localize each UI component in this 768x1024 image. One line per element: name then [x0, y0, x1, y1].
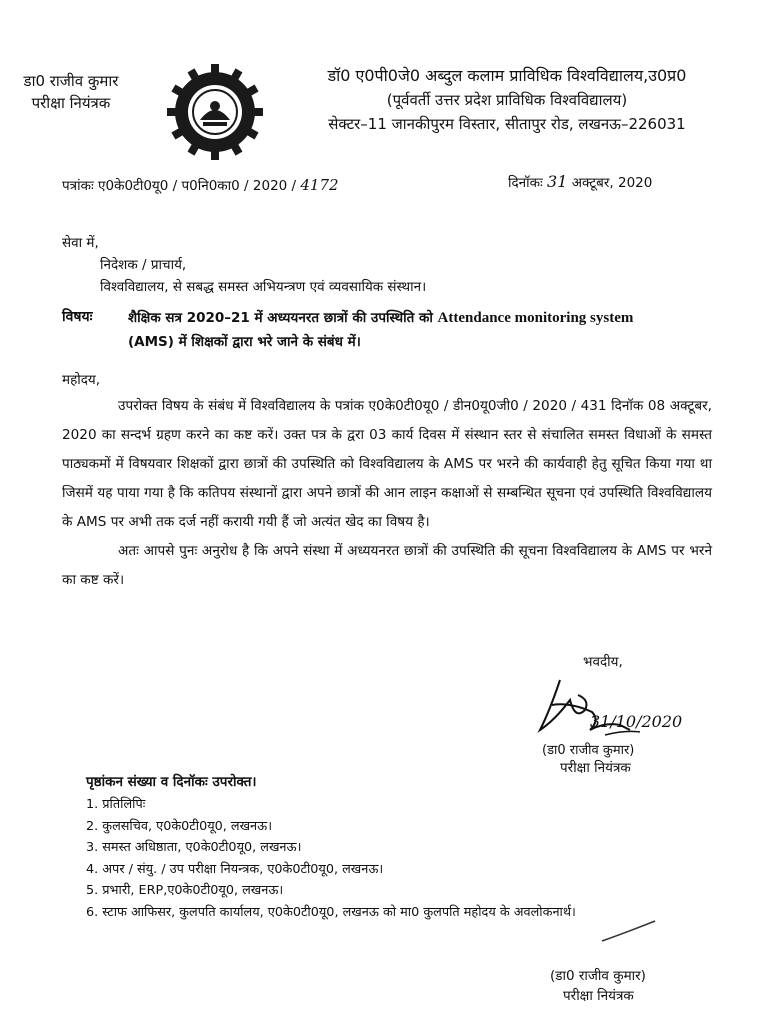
subject-part1: शैक्षिक सत्र 2020–21 में अध्ययनरत छात्रों की उपस्थिति को [128, 310, 433, 326]
reference-label: पत्रांकः [62, 178, 94, 194]
body-paragraph-2: अतः आपसे पुनः अनुरोध है कि अपने संस्था में अध्ययनरत छात्रों की उपस्थिति की सूचना विश्वविद्यालय के AMS पर भरने का कष्ट करें। [62, 543, 712, 588]
signature-2 [600, 915, 660, 945]
sender-name: डा0 राजीव कुमार [23, 72, 119, 90]
subject-text [128, 306, 718, 354]
university-former-name: (पूर्ववर्ती उत्तर प्रदेश प्राविधिक विश्वविद्यालय) [386, 91, 628, 109]
copy-item: 5. प्रभारी, ERP,ए0के0टी0यू0, लखनऊ। [86, 883, 284, 898]
recipient-line1: निदेशक / प्राचार्य, [100, 257, 187, 273]
signature-stroke-icon [600, 915, 660, 945]
reference-number: ए0के0टी0यू0 / प0नि0का0 / 2020 / [98, 178, 297, 194]
copy-item: 2. कुलसचिव, ए0के0टी0यू0, लखनऊ। [86, 818, 273, 834]
copy-list [86, 794, 576, 923]
copy-heading: पृष्ठांकन संख्या व दिनॉकः उपरोक्त। [86, 774, 257, 790]
subject-english: Attendance monitoring system [437, 310, 634, 326]
reference-line [62, 176, 339, 194]
gear-emblem-icon [165, 62, 265, 162]
copy-item: 4. अपर / संयु. / उप परीक्षा नियन्त्रक, ए0के0टी0यू0, लखनऊ। [86, 861, 384, 877]
date-rest: अक्टूबर, 2020 [571, 175, 653, 191]
subject-part2: (AMS) में शिक्षकों द्वारा भरे जाने के संबंध में। [128, 334, 361, 350]
subject-label: विषयः [62, 309, 93, 325]
closing: भवदीय, [583, 654, 623, 670]
university-header [272, 64, 742, 136]
date-label: दिनॉकः [508, 175, 543, 191]
signature-2-title: परीक्षा नियंत्रक [563, 988, 634, 1004]
copy-item: 3. समस्त अधिष्ठाता, ए0के0टी0यू0, लखनऊ। [86, 840, 302, 855]
university-logo [165, 62, 265, 162]
signature-1-name: (डा0 राजीव कुमार) [542, 743, 635, 758]
university-address: सेक्टर–11 जानकीपुरम विस्तार, सीतापुर रोड, लखनऊ–226031 [328, 115, 686, 133]
salutation: महोदय, [62, 372, 101, 388]
reference-handwritten-number: 4172 [300, 176, 339, 194]
copy-item: 1. प्रतिलिपिः [86, 797, 146, 812]
recipient-to: सेवा में, [62, 235, 99, 251]
letter-body [62, 392, 712, 595]
date-handwritten-day: 31 [547, 172, 568, 191]
date-line [508, 172, 652, 191]
sender-block [6, 70, 136, 114]
signature-2-name: (डा0 राजीव कुमार) [550, 968, 646, 984]
body-paragraph-1: उपरोक्त विषय के संबंध में विश्वविद्यालय के पत्रांक ए0के0टी0यू0 / डीन0यू0जी0 / 2020 / 431 दिनॉक 08 अक्टूबर, 2020 का सन्दर्भ ग्रहण करने का कष्ट करें। उक्त पत्र के द्वरा 03 कार्य दिवस में संस्थान स्तर से संचालित समस्त विधाओं के समस्त पाठ्यकमों में विषयवार शिक्षकों द्वारा छात्रों की उपस्थिति को विश्वविद्यालय के AMS पर भरने की कार्यवाही हेतु सूचित किया गया था जिसमें यह पाया गया है कि कतिपय संस्थानों द्वारा अपने छात्रों की आन लाइन कक्षाओं से सम्बन्धित सूचना एवं उपस्थिति विश्वविद्यालय के AMS पर अभी तक दर्ज नहीं करायी गयी हैं जो अत्यंत खेद का विषय है। [62, 398, 712, 530]
university-name: डॉ0 ए0पी0जे0 अब्दुल कलाम प्राविधिक विश्वविद्यालय,उ0प्र0 [327, 66, 687, 85]
recipient-block [62, 232, 426, 298]
recipient-line2: विश्वविद्यालय, से सबद्ध समस्त अभियन्त्रण एवं व्यवसायिक संस्थान। [100, 279, 427, 295]
sender-title: परीक्षा नियंत्रक [31, 94, 111, 112]
signature-1-title: परीक्षा नियंत्रक [560, 760, 631, 776]
signature-handwritten-date: 31/10/2020 [590, 712, 683, 731]
copy-item: 6. स्टाफ आफिसर, कुलपति कार्यालय, ए0के0टी0यू0, लखनऊ को मा0 कुलपति महोदय के अवलोकनार्थ। [86, 904, 576, 920]
